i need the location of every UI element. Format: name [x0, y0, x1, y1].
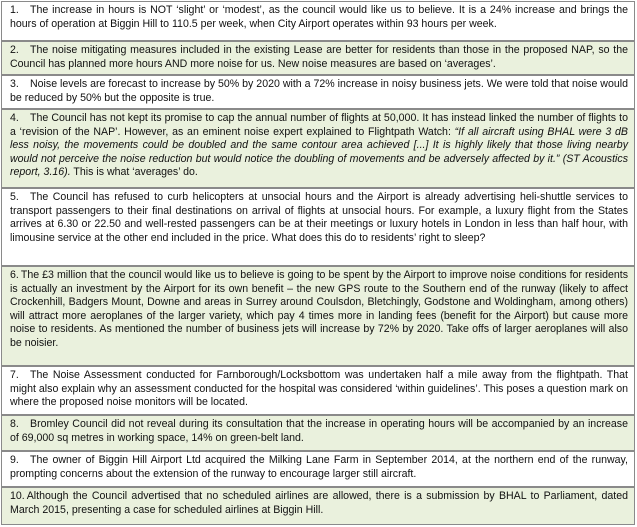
point-number: 10.	[10, 490, 25, 502]
point-text: The £3 million that the council would like us to believe is going to be spent by the Airport to improve noise conditions for residents is actually an investment by the Airport for its own benefit – the new GPS route to the Southern end of the runway (likely to affect Crockenhill, Badgers Mount, Downe and areas in Surrey around Coulsdon, Bletchingly, Godstone and Woldingham, among others) will attract more aeroplanes of the larger variety, which pay 4 times more in landing fees (benefit for the Airport) but cause more noise to residents. As mentioned the number of business jets will increase by 72% by 2020. Take offs of larger aeroplanes will also be noisier.	[10, 269, 628, 349]
point-5	[1, 188, 635, 266]
point-text: Noise levels are forecast to increase by 50% by 2020 with a 72% increase in noisy business jets. We were told that noise would be reduced by 50% but the opposite is true.	[10, 78, 628, 104]
point-text: The increase in hours is NOT ‘slight’ or ‘modest’, as the council would like us to believe. It is a 24% increase and brings the hours of operation at Biggin Hill to 110.5 per week, when City Airport operates within 93 hours per week.	[10, 4, 628, 30]
point-10	[1, 487, 635, 525]
point-text: The Council has refused to curb helicopters at unsocial hours and the Airport is already advertising heli-shuttle services to transport passengers to their final destinations on arrival of flights at unsocial hours. For example, a luxury flight from the States arrives at 6.30 or 22.50 and well-rested passengers can be at their meetings or luxury hotels in London in less than half hour, with limousine service at the other end included in the price. What does this do to residents’ right to sleep?	[10, 191, 628, 244]
point-number: 6.	[10, 269, 19, 281]
point-number: 4.	[10, 112, 19, 124]
point-number: 2.	[10, 44, 19, 56]
point-number: 5.	[10, 191, 19, 203]
point-7	[1, 366, 635, 415]
point-number: 9.	[10, 454, 19, 466]
point-text: Bromley Council did not reveal during its consultation that the increase in operating hours will be accompanied by an increase of 69,000 sq metres in working space, 14% on green-belt land.	[10, 418, 628, 444]
expert-quote: “If all aircraft using BHAL were 3 dB less noisy, the movements could be doubled and the same contour area achieved [...] It is highly likely that those living nearby would not perceive the noise reduction but would notice the doubling of movements and be adversely affected by it.” (ST Acoustics report, 3.16).	[10, 125, 628, 178]
point-6	[1, 266, 635, 366]
point-4	[1, 109, 635, 188]
point-number: 1.	[10, 4, 19, 16]
point-8	[1, 415, 635, 451]
point-9	[1, 451, 635, 487]
point-text: The Noise Assessment conducted for Farnborough/Locksbottom was undertaken half a mile away from the flightpath. That might also explain why an assessment conducted for the hospital was considered ‘within guidelines’. This poses a question mark on where the proposed noise monitors will be located.	[10, 369, 628, 408]
point-text-end: This is what ‘averages’ do.	[70, 166, 198, 178]
point-number: 3.	[10, 78, 19, 90]
point-text: The noise mitigating measures included in the existing Lease are better for residents than those in the proposed NAP, so the Council has planned more hours AND more noise for us. New noise measures are based on ‘averages’.	[10, 44, 628, 70]
point-text: The Council has not kept its promise to cap the annual number of flights at 50,000. It has instead linked the number of flights to a ‘revision of the NAP’. However, as an eminent noise expert explained to Flightpath Watch:	[10, 112, 628, 138]
point-1	[1, 1, 635, 41]
point-number: 7.	[10, 369, 19, 381]
point-2	[1, 41, 635, 75]
point-text: The owner of Biggin Hill Airport Ltd acquired the Milking Lane Farm in September 2014, at the northern end of the runway, prompting concerns about the extension of the runway to encourage larger still aircraft.	[10, 454, 628, 480]
point-number: 8.	[10, 418, 19, 430]
point-3	[1, 75, 635, 109]
point-text: Although the Council advertised that no scheduled airlines are allowed, there is a submission by BHAL to Parliament, dated March 2015, presenting a case for scheduled airlines at Biggin Hill.	[10, 490, 628, 516]
